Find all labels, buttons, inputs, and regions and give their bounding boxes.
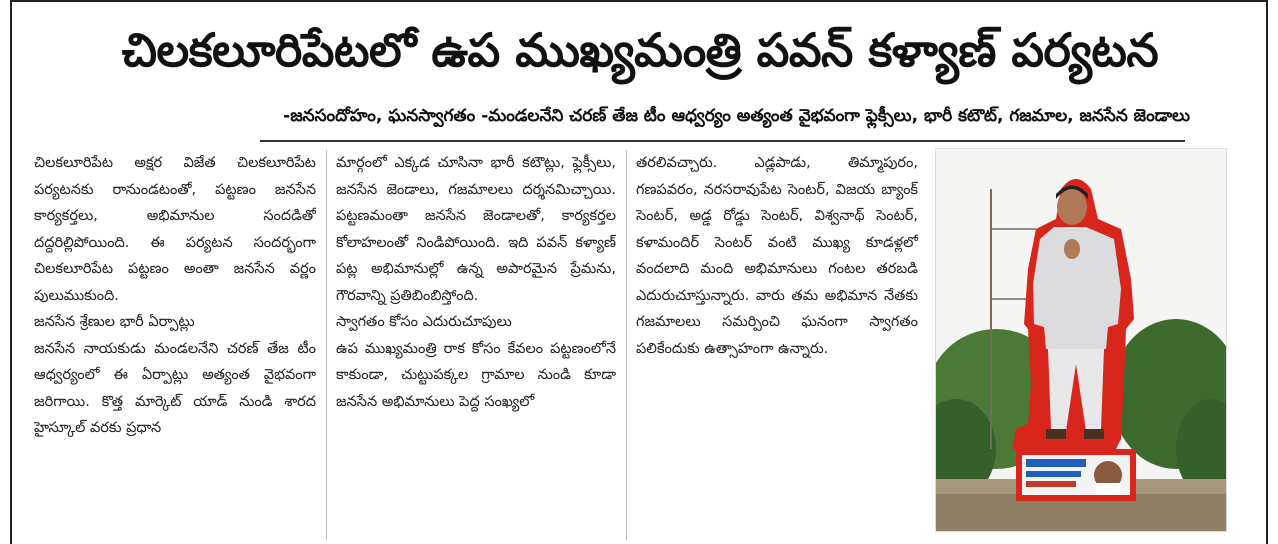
paragraph: జనసేన నాయకుడు మండలనేని చరణ్ తేజ టీం ఆధ్వర్యంలో ఈ ఏర్పాట్లు అత్యంత వైభవంగా జరిగాయి. కొత్త మార్కెట్ యాడ్ నుండి శారద హైస్కూల్ వరకు ప్రధాన [34, 340, 316, 436]
paragraph: చిలకలూరిపేట అక్షర విజేత చిలకలూరిపేట పర్యటనకు రానుండటంతో, పట్టణం జనసేన కార్యకర్తలు, అభిమానుల సందడితో దద్దరిల్లిపోయింది. ఈ పర్యటన సందర్భంగా చిలకలూరిపేట పట్టణం అంతా జనసేన వర్ణం పులుముకుంది. [34, 155, 316, 304]
page-border-top [10, 0, 1268, 2]
page-border-left [10, 0, 12, 544]
headline-divider [260, 140, 1185, 142]
paragraph: మార్గంలో ఎక్కడ చూసినా భారీ కటౌట్లు, ఫ్లెక్సీలు, జనసేన జెండాలు, గజమాలలు దర్శనమిచ్చాయి. పట్టణమంతా జనసేన జెండాలతో, కార్యకర్తల కోలాహలంతో నిండిపోయింది. ఇది పవన్ కళ్యాణ్ పట్ల అభిమానుల్లో ఉన్న అపారమైన ప్రేమను, గౌరవాన్ని ప్రతిబింబిస్తోంది. [336, 155, 616, 304]
subheadline: -జనసందోహం, ఘనస్వాగతం -మండలనేని చరణ్ తేజ టీం ఆధ్వర్యం అత్యంత వైభవంగా ఫ్లెక్సీలు, భారీ కటౌట్, గజమాల, జనసేన జెండాలు [283, 106, 1190, 126]
cutout-photo [935, 148, 1227, 532]
paragraph: తరలివచ్చారు. ఎడ్లపాడు, తిమ్మాపురం, గణపవరం, నరసరావుపేట సెంటర్, విజయ బ్యాంక్ సెంటర్, అడ్డ రోడ్డు సెంటర్, విశ్వనాథ్ సెంటర్, కళామందిర్ సెంటర్ వంటి ముఖ్య కూడళ్లలో వందలాది మంది అభిమానులు గంటల తరబడి ఎదురుచూస్తున్నారు. వారు తమ అభిమాన నేతకు గజమాలలు సమర్పించి ఘనంగా స్వాగతం పలికేందుకు ఉత్సాహంగా ఉన్నారు. [636, 155, 918, 357]
article-column-1 [34, 150, 316, 540]
column-divider [626, 150, 627, 540]
section-heading: జనసేన శ్రేణుల భారీ ఏర్పాట్లు [34, 314, 195, 330]
article-column-2 [336, 150, 616, 540]
section-heading: స్వాగతం కోసం ఎదురుచూపులు [336, 314, 512, 330]
article-column-3 [636, 150, 918, 540]
cutout-photo-illustration [936, 149, 1226, 531]
paragraph: ఉప ముఖ్యమంత్రి రాక కోసం కేవలం పట్టణంలోనే కాకుండా, చుట్టుపక్కల గ్రామాల నుండి కూడా జనసేన అభిమానులు పెద్ద సంఖ్యలో [336, 340, 616, 410]
column-divider [326, 150, 327, 540]
page-border-right [1266, 0, 1268, 544]
headline: చిలకలూరిపేటలో ఉప ముఖ్యమంత్రి పవన్ కళ్యాణ్ పర్యటన [121, 23, 1159, 77]
